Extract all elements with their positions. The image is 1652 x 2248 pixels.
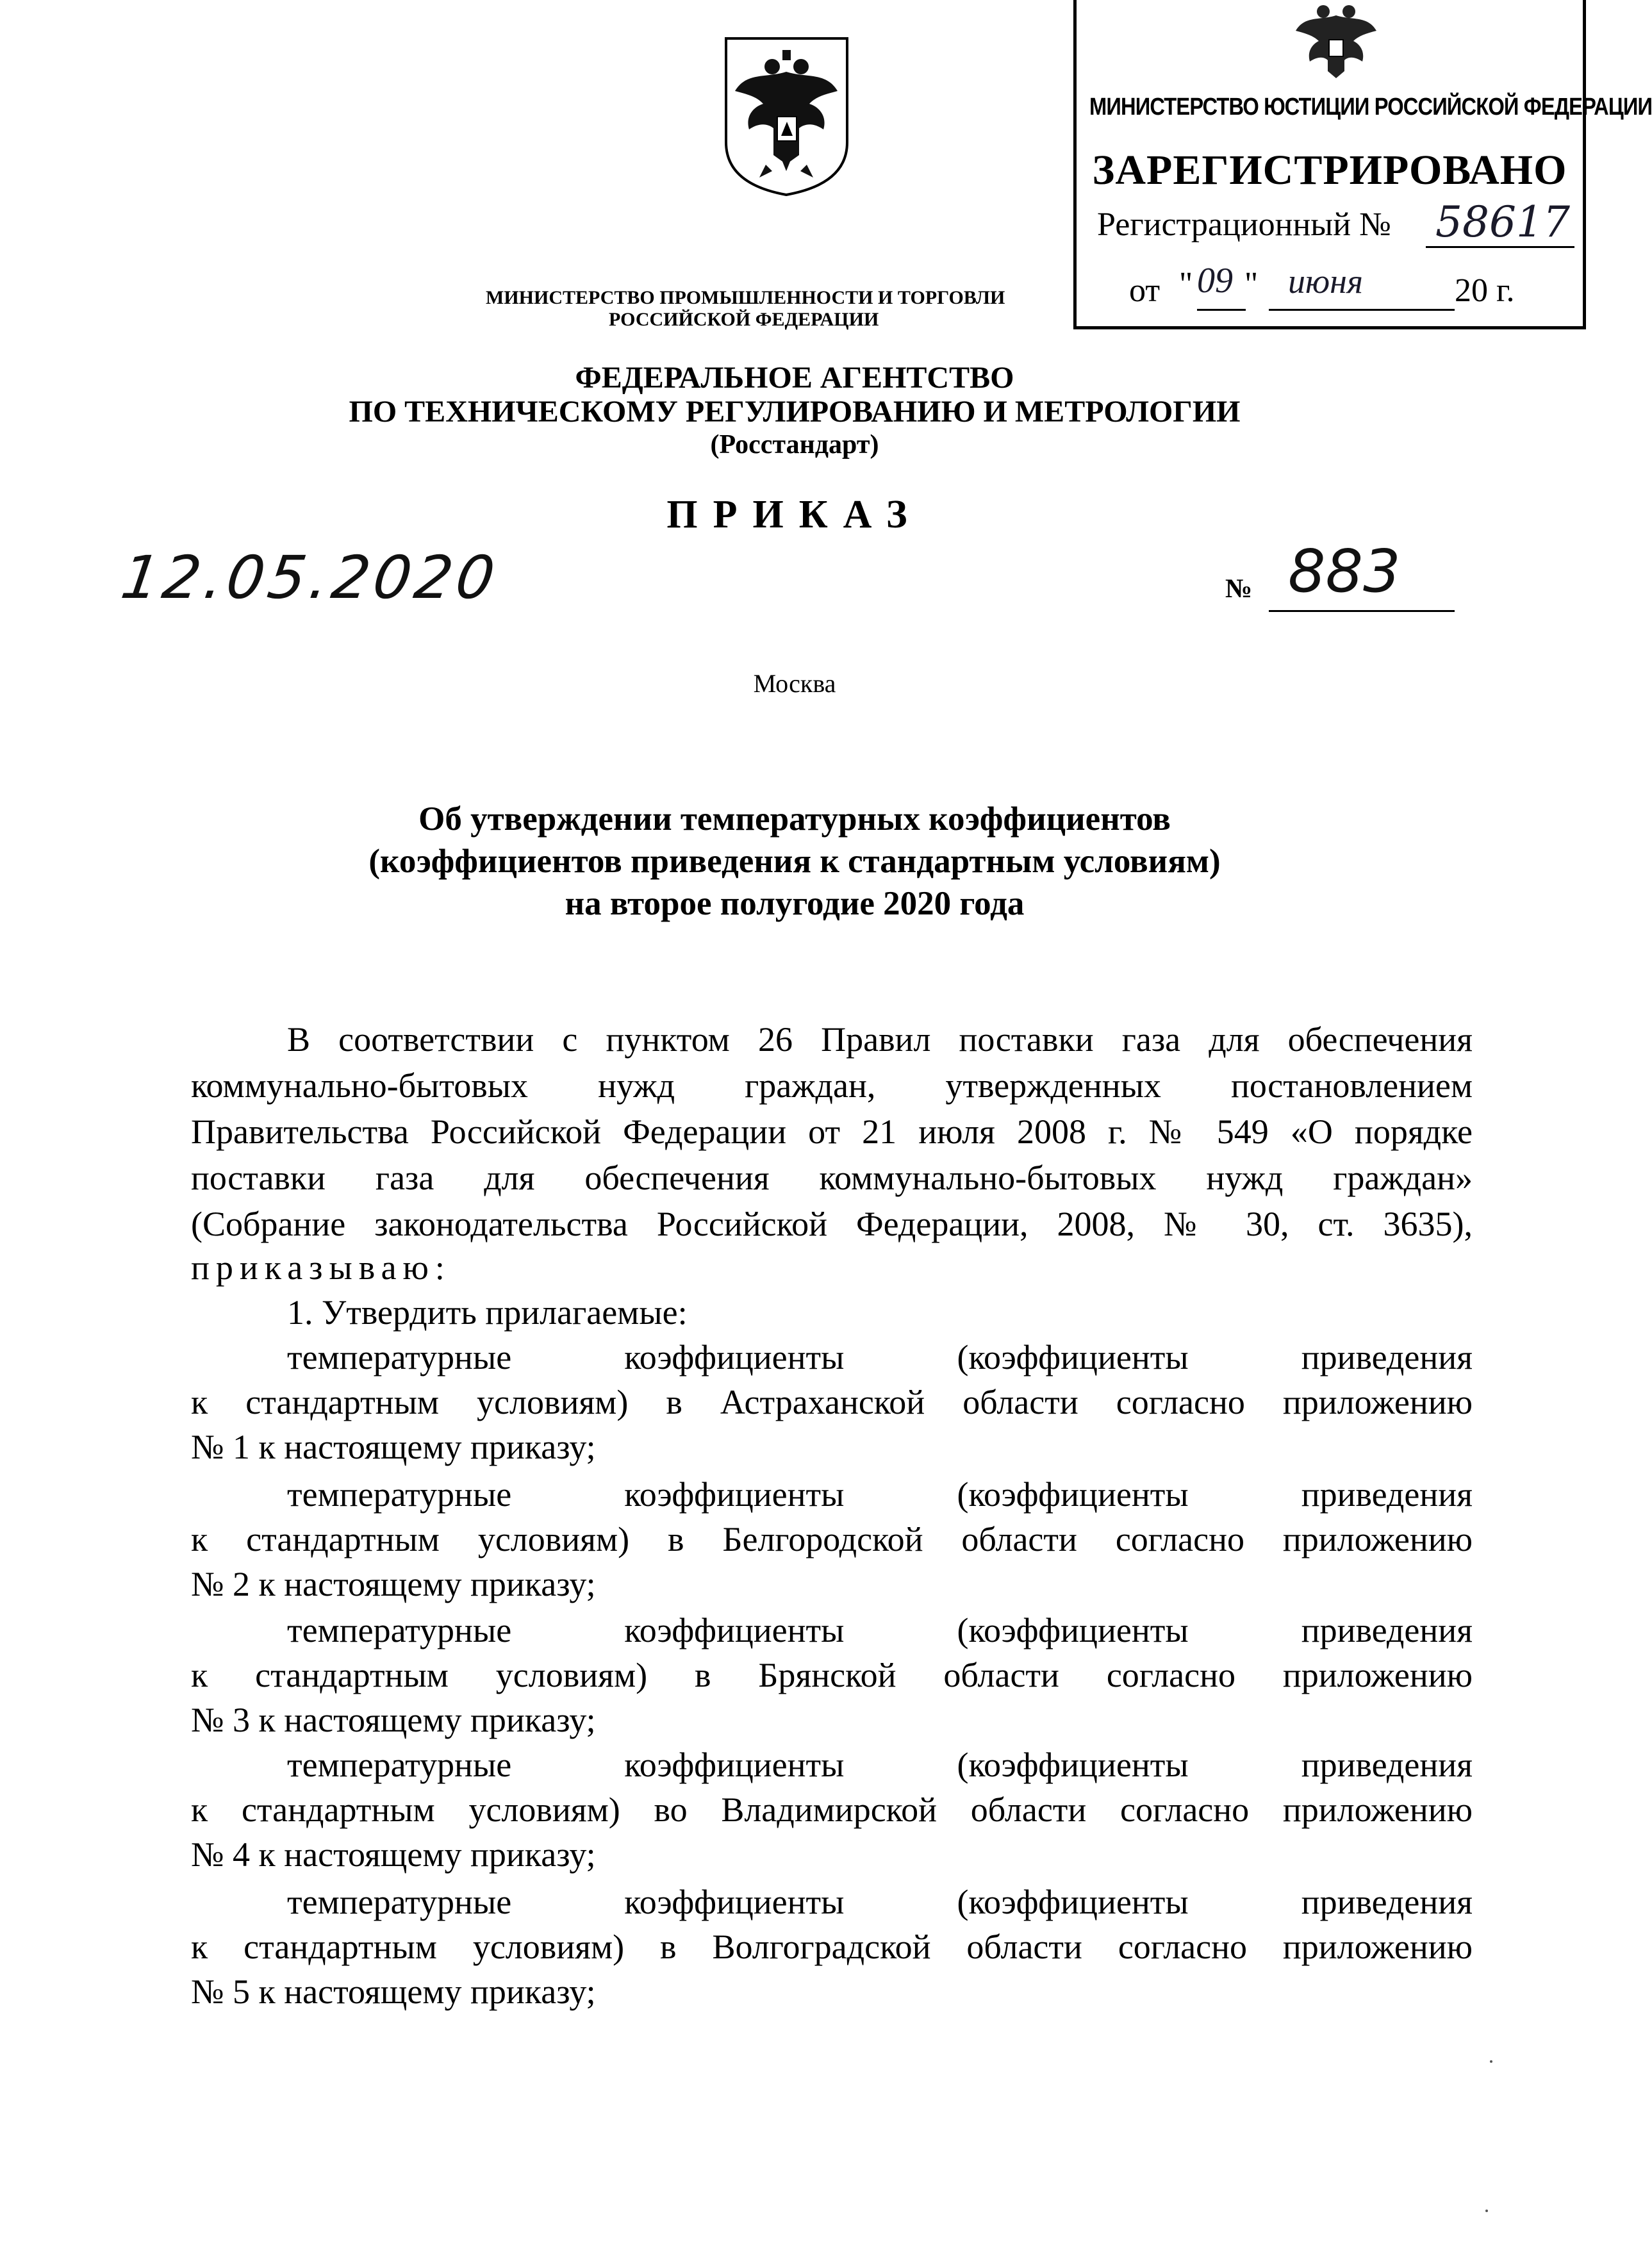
order-number-label: № [1225, 574, 1253, 604]
item-c-line1: температурные коэффициенты (коэффициенты приведения [287, 1611, 1473, 1649]
ministry-name-line1: МИНИСТЕРСТВО ПРОМЫШЛЕННОСТИ И ТОРГОВЛИ [486, 287, 1005, 308]
item-c-line3: № 3 к настоящему приказу; [191, 1701, 596, 1739]
stamp-year: 20 г. [1455, 272, 1515, 309]
coat-of-arms-emblem [721, 33, 852, 199]
body-p1-line5: (Собрание законодательства Российской Федерации, 2008, № 30, ст. 3635), [191, 1205, 1473, 1243]
stamp-day: 09 [1197, 261, 1233, 301]
item-a-line1: температурные коэффициенты (коэффициенты приведения [287, 1338, 1473, 1376]
item-a-line3: № 1 к настоящему приказу; [191, 1428, 596, 1466]
stamp-reg-label: Регистрационный № [1097, 206, 1391, 243]
ministry-name-line2: РОССИЙСКОЙ ФЕДЕРАЦИИ [609, 309, 879, 330]
stamp-status: ЗАРЕГИСТРИРОВАНО [1092, 147, 1567, 194]
body-p1-line3: Правительства Российской Федерации от 21 июля 2008 г. № 549 «О порядке [191, 1112, 1473, 1151]
item-e-line3: № 5 к настоящему приказу; [191, 1972, 596, 2011]
stamp-quote-open: " [1179, 266, 1193, 302]
order-number: 883 [1288, 537, 1401, 606]
subject-line2: (коэффициентов приведения к стандартным условиям) [368, 843, 1221, 880]
stamp-emblem [1288, 0, 1384, 81]
item-a-line2: к стандартным условиям) в Астраханской области согласно приложению [191, 1383, 1473, 1421]
agency-short-name: (Росстандарт) [710, 430, 879, 459]
item-d-line1: температурные коэффициенты (коэффициенты приведения [287, 1746, 1473, 1784]
document-title: ПРИКАЗ [666, 493, 923, 536]
stamp-reg-underline [1426, 246, 1574, 248]
stamp-month-underline [1269, 309, 1455, 311]
agency-name-line1: ФЕДЕРАЛЬНОЕ АГЕНТСТВО [575, 361, 1014, 395]
agency-name-line2: ПО ТЕХНИЧЕСКОМУ РЕГУЛИРОВАНИЮ И МЕТРОЛОГИИ [349, 395, 1241, 429]
order-number-underline [1269, 610, 1455, 612]
item-b-line2: к стандартным условиям) в Белгородской области согласно приложению [191, 1520, 1473, 1558]
item-e-line1: температурные коэффициенты (коэффициенты приведения [287, 1883, 1473, 1921]
stamp-reg-number: 58617 [1435, 197, 1570, 247]
city: Москва [753, 669, 836, 698]
item-b-line3: № 2 к настоящему приказу; [191, 1565, 596, 1603]
body-p1-line4: поставки газа для обеспечения коммунально-бытовых нужд граждан» [191, 1159, 1473, 1197]
item-d-line3: № 4 к настоящему приказу; [191, 1835, 596, 1874]
body-p1-line1: В соответствии с пунктом 26 Правил поставки газа для обеспечения [287, 1020, 1473, 1059]
stamp-quote-close: " [1244, 266, 1259, 302]
stamp-month: июня [1288, 262, 1363, 301]
body-p1-line6: приказываю: [191, 1248, 451, 1287]
item-b-line1: температурные коэффициенты (коэффициенты приведения [287, 1475, 1473, 1514]
registration-stamp [1073, 0, 1652, 329]
subject-line3: на второе полугодие 2020 года [565, 885, 1025, 922]
stamp-from-label: от [1129, 272, 1161, 309]
stamp-day-underline [1197, 309, 1246, 311]
subject-line1: Об утверждении температурных коэффициентов [418, 800, 1171, 838]
item-c-line2: к стандартным условиям) в Брянской области согласно приложению [191, 1656, 1473, 1694]
order-date: 12.05.2020 [117, 543, 503, 612]
item-d-line2: к стандартным условиям) во Владимирской области согласно приложению [191, 1790, 1473, 1829]
item-e-line2: к стандартным условиям) в Волгоградской области согласно приложению [191, 1928, 1473, 1966]
body-p1-line2: коммунально-бытовых нужд граждан, утвержденных постановлением [191, 1066, 1473, 1105]
item-1: 1. Утвердить прилагаемые: [287, 1293, 688, 1332]
stamp-ministry-name: МИНИСТЕРСТВО ЮСТИЦИИ РОССИЙСКОЙ ФЕДЕРАЦИИ [1089, 94, 1652, 120]
